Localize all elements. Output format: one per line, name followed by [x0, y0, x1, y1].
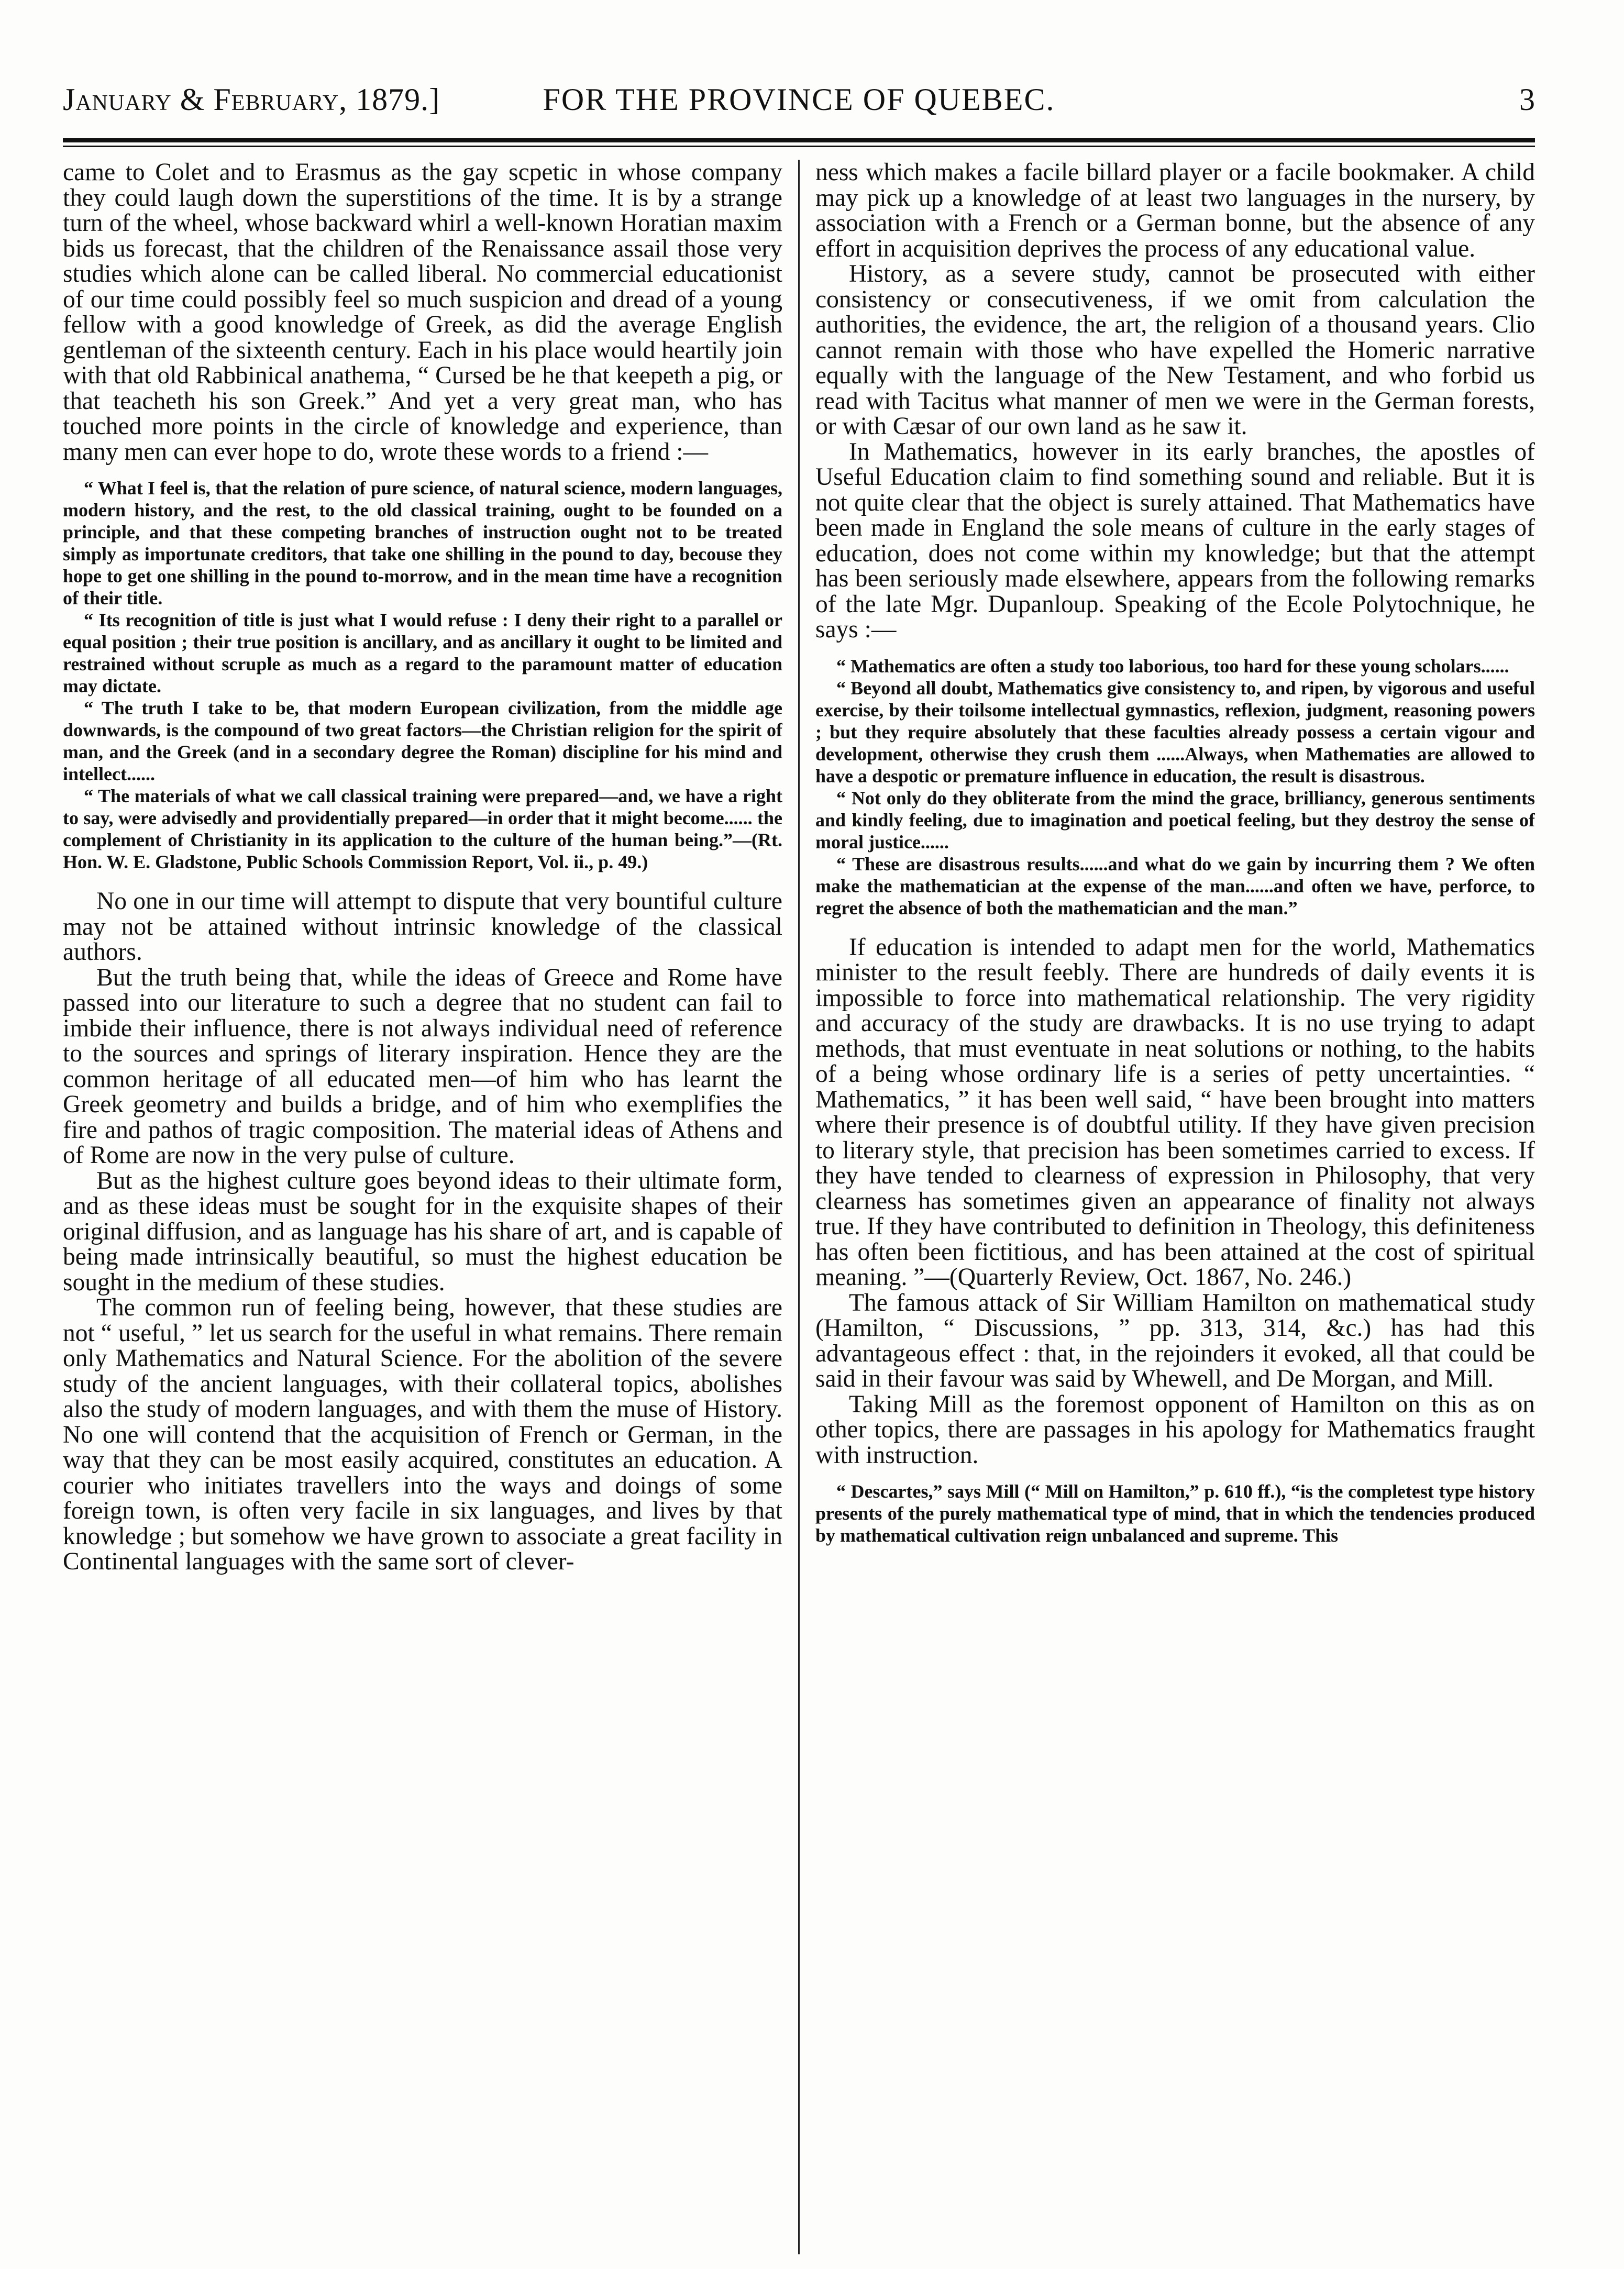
text-columns: [63, 160, 1535, 2254]
paragraph: No one in our time will attempt to dispute that very bountiful culture may not be attained without intrinsic knowledge of the classical authors.: [63, 888, 782, 966]
paragraph: The common run of feeling being, however, that these studies are not “ useful, ” let us search for the useful in what remains. There remain only Mathematics and Natural Science. For the abolition of the severe study of the ancient languages, with their collateral topics, abolishes also the study of modern languages, and with them the muse of History. No one will contend that the acquisition of French or German, in the way that they can be most easily acquired, constitutes an education. A courier who initiates travellers into the ways and doings of some foreign town, is often very facile in six languages, and lives by that knowledge ; but somehow we have grown to associate a great facility in Continental languages with the same sort of clever-: [63, 1294, 782, 1575]
paragraph: In Mathematics, however in its early branches, the apostles of Useful Education claim to find something sound and reliable. But it is not quite clear that the object is surely attained. That Mathematics have been made in England the sole means of culture in the early stages of education, does not come within my knowledge; but that the attempt has been seriously made elsewhere, appears from the following remarks of the late Mgr. Dupanloup. Speaking of the Ecole Polytochnique, he says :—: [815, 438, 1535, 643]
quote-paragraph: “ The truth I take to be, that modern European civilization, from the middle age downwards, is the compound of two great factors—the Christian religion for the spirit of man, and the Greek (and in a secondary degree the Roman) discipline for his mind and intellect......: [63, 698, 782, 784]
header-rule-thin: [63, 146, 1535, 147]
quote-paragraph: “ Its recognition of title is just what I would refuse : I deny their right to a parallel or equal position ; their true position is ancillary, and as ancillary it ought to be limited and restrained without scruple as much as a regard to the paramount matter of education may dictate.: [63, 610, 782, 696]
quote-paragraph: “ What I feel is, that the relation of pure science, of natural science, modern languages, modern history, and the rest, to the old classical training, ought to be founded on a principle, and that these competing branches of instruction ought not to be treated simply as importunate creditors, that take one shilling in the pound to day, becouse they hope to get one shilling in the pound to-morrow, and in the mean time have a recognition of their title.: [63, 478, 782, 608]
paragraph: Taking Mill as the foremost opponent of Hamilton on this as on other topics, there are passages in his apology for Mathematics fraught with instruction.: [815, 1390, 1535, 1469]
quote-paragraph: “ These are disastrous results......and what do we gain by incurring them ? We often make the mathematician at the expense of the man......and often we have, perforce, to regret the absence of both the mathematician and the man.”: [815, 853, 1535, 918]
right-column: [815, 160, 1535, 2254]
header-rule-thick: [63, 138, 1535, 142]
paragraph: ness which makes a facile billard player or a facile bookmaker. A child may pick up a knowledge of at least two languages in the nursery, by association with a French or a German bonne, but the absence of any effort in acquisition deprives the process of any educational value.: [815, 160, 1535, 262]
quote-paragraph: “ The materials of what we call classical training were prepared—and, we have a right to say, were advisedly and providentially prepared—in order that it might become...... the complement of Christianity in its application to the culture of the human being.”—(Rt. Hon. W. E. Gladstone, Public Schools Commission Report, Vol. ii., p. 49.): [63, 785, 782, 872]
column-divider: [798, 160, 800, 2254]
paragraph: If education is intended to adapt men for the world, Mathematics minister to the result feebly. There are hundreds of daily events it is impossible to force into mathematical relationship. The very rigidity and accuracy of the study are drawbacks. It is no use trying to adapt methods, that must eventuate in neat solutions or nothing, to the habits of a being whose ordinary life is a series of petty uncertainties. “ Mathematics, ” it has been well said, “ have been brought into matters where their presence is of doubtful utility. If they have given precision to literary style, that precision has been sometimes carried to excess. If they have tended to clearness of expression in Philosophy, that very clearness has sometimes given an appearance of finality not always true. If they have contributed to definition in Theology, this definiteness has often been fictitious, and has been attained at the cost of spiritual meaning. ”—(Quarterly Review, Oct. 1867, No. 246.): [815, 933, 1535, 1291]
block-quote: [815, 655, 1535, 919]
header-title: FOR THE PROVINCE OF QUEBEC.: [543, 82, 1055, 117]
left-column: [63, 160, 782, 2254]
quote-paragraph: “ Mathematics are often a study too laborious, too hard for these young scholars......: [836, 655, 1509, 677]
paragraph: But the truth being that, while the ideas of Greece and Rome have passed into our literature to such a degree that no student can fail to imbide their influence, there is not always individual need of reference to the sources and springs of literary inspiration. Hence they are the common heritage of all educated men—of him who has learnt the Greek geometry and builds a bridge, and of him who exemplifies the fire and pathos of tragic composition. The material ideas of Athens and of Rome are now in the very pulse of culture.: [63, 964, 782, 1169]
block-quote: [815, 1480, 1535, 1546]
running-header: [63, 79, 1535, 131]
block-quote: [63, 477, 782, 873]
paragraph: came to Colet and to Erasmus as the gay scpetic in whose company they could laugh down the superstitions of the time. It is by a strange turn of the wheel, whose backward whirl a well-known Horatian maxim bids us forecast, that the children of the Renaissance assail those very studies which alone can be called liberal. No commercial educationist of our time could possibly feel so much suspicion and dread of a young fellow with a good knowledge of Greek, as did the average English gentleman of the sixteenth century. Each in his place would heartily join with that old Rabbinical anathema, “ Cursed be he that keepeth a pig, or that teacheth his son Greek.” And yet a very great man, who has touched more points in the circle of knowledge and experience, than many men can ever hope to do, wrote these words to a friend :—: [63, 160, 782, 466]
quote-paragraph: “ Beyond all doubt, Mathematics give consistency to, and ripen, by vigorous and useful exercise, by their toilsome intellectual gymnastics, reflexion, judgment, reasoning powers ; but they require absolutely that these faculties already possess a certain vigour and development, otherwise they crush them ......Always, when Mathematies are allowed to have a despotic or premature influence in education, the result is disastrous.: [815, 677, 1535, 787]
header-date: January & February, 1879.]: [63, 82, 440, 117]
quote-paragraph: “ Not only do they obliterate from the mind the grace, brilliancy, generous sentiments and kindly feeling, due to imagination and poetical feeling, but they destroy the sense of moral justice......: [815, 787, 1535, 853]
page-number: 3: [1519, 82, 1535, 117]
quote-paragraph: “ Descartes,” says Mill (“ Mill on Hamilton,” p. 610 ff.), “is the completest type history presents of the purely mathematical type of mind, that in which the tendencies produced by mathematical cultivation reign unbalanced and supreme. This: [815, 1481, 1535, 1546]
paragraph: History, as a severe study, cannot be prosecuted with either consistency or consecutiveness, if we omit from calculation the authorities, the evidence, the art, the religion of a thousand years. Clio cannot remain with those who have expelled the Homeric narrative equally with the language of the New Testament, and who forbid us read with Tacitus what manner of men we were in the German forests, or with Cæsar of our own land as he saw it.: [815, 260, 1535, 440]
paragraph: The famous attack of Sir William Hamilton on mathematical study (Hamilton, “ Discussions, ” pp. 313, 314, &c.) has had this advantageous effect : that, in the rejoinders it evoked, all that could be said in their favour was said by Whewell, and De Morgan, and Mill.: [815, 1289, 1535, 1392]
paragraph: But as the highest culture goes beyond ideas to their ultimate form, and as these ideas must be sought for in the exquisite shapes of their original diffusion, and as language has his share of art, and is capable of being made intrinsically beautiful, so must the highest education be sought in the medium of these studies.: [63, 1167, 782, 1296]
